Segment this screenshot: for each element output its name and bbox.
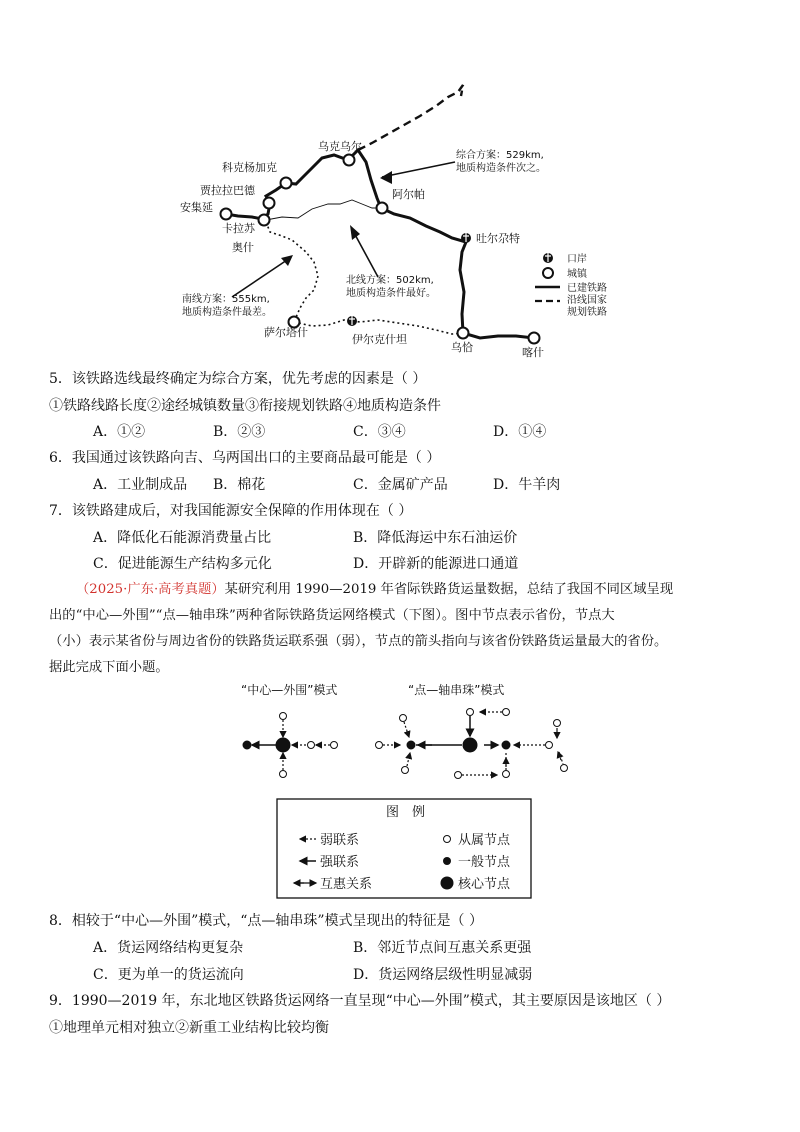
q5-option-d[interactable]: D．①④ bbox=[493, 424, 547, 440]
legend-planned-label-2: 规划铁路 bbox=[567, 307, 607, 318]
q6-option-a[interactable]: A．工业制成品 bbox=[93, 477, 188, 493]
intro-line-1 bbox=[76, 579, 673, 601]
annotation-combined: 综合方案：529km, bbox=[456, 150, 544, 161]
question-9-items: ①地理单元相对独立②新重工业结构比较均衡 bbox=[49, 1020, 329, 1036]
question-5-items: ①铁路线路长度②途经城镇数量③衔接规划铁路④地质构造条件 bbox=[49, 398, 441, 414]
q7-option-d[interactable]: D．开辟新的能源进口通道 bbox=[353, 556, 519, 572]
core-node bbox=[276, 738, 290, 752]
q6-option-c[interactable]: C．金属矿产品 bbox=[353, 477, 448, 493]
center-periphery-diagram bbox=[252, 720, 330, 770]
q6-option-d[interactable]: D．牛羊肉 bbox=[493, 477, 561, 493]
annotation-south-2: 地质构造条件最差。 bbox=[182, 307, 272, 318]
q8-option-b[interactable]: B．邻近节点间互惠关系更强 bbox=[353, 940, 532, 956]
label-tuergate: 吐尔尕特 bbox=[476, 232, 520, 245]
source-tag: （2025·广东·高考真题） bbox=[76, 582, 225, 597]
label-saergata: 萨尔塔什 bbox=[264, 326, 308, 339]
question-5-stem: 5．该铁路选线最终确定为综合方案，优先考虑的因素是（ ） bbox=[49, 371, 427, 387]
legend-core: 核心节点 bbox=[458, 877, 511, 892]
map-legend bbox=[535, 252, 607, 318]
q7-option-a[interactable]: A．降低化石能源消费量占比 bbox=[93, 530, 272, 546]
label-jialabad: 贾拉拉巴德 bbox=[200, 184, 255, 197]
label-wuqia: 乌恰 bbox=[451, 341, 473, 354]
q5-option-b[interactable]: B．②③ bbox=[213, 424, 266, 440]
question-9-stem: 9．1990—2019 年，东北地区铁路货运网络一直呈现“中心—外围”模式，其主要原因是该地区（ ） bbox=[49, 993, 671, 1009]
town-marker bbox=[344, 155, 355, 166]
network-legend bbox=[277, 799, 531, 898]
legend-weak: 弱联系 bbox=[320, 833, 360, 848]
label-aerpa: 阿尔帕 bbox=[392, 188, 425, 201]
intro-line-2: 出的“中心—外围”“点—轴串珠”两种省际铁路货运网络模式（下图）。图中节点表示省份，节点大 bbox=[49, 608, 615, 623]
label-kashi: 喀什 bbox=[522, 346, 544, 359]
question-8-stem: 8．相较于“中心—外围”模式，“点—轴串珠”模式呈现出的特征是（ ） bbox=[49, 913, 483, 929]
label-anjiyan: 安集延 bbox=[180, 201, 213, 214]
label-kekeyang: 科克杨加克 bbox=[222, 161, 277, 174]
railway-route-map bbox=[0, 0, 800, 360]
q7-option-c[interactable]: C．促进能源生产结构多元化 bbox=[93, 556, 272, 572]
q5-option-c[interactable]: C．③④ bbox=[353, 424, 406, 440]
q8-option-c[interactable]: C．更为单一的货运流向 bbox=[93, 967, 244, 983]
legend-strong: 强联系 bbox=[320, 855, 360, 870]
q6-option-b[interactable]: B．棉花 bbox=[213, 477, 266, 493]
network-model-figure bbox=[0, 680, 800, 900]
intro-text: 某研究利用 1990—2019 年省际铁路货运量数据，总结了我国不同区域呈现 bbox=[224, 582, 674, 597]
title-center-periphery: “中心—外围”模式 bbox=[241, 683, 338, 697]
legend-subordinate: 从属节点 bbox=[458, 833, 511, 848]
title-point-axis: “点—轴串珠”模式 bbox=[408, 683, 505, 697]
annotation-north-2: 地质构造条件最好。 bbox=[346, 288, 436, 299]
intro-line-3: （小）表示某省份与周边省份的铁路货运联系强（弱），节点的箭头指向与该省份铁路货运量最大的省份。 bbox=[49, 634, 668, 649]
legend-general: 一般节点 bbox=[458, 855, 511, 870]
q5-option-a[interactable]: A．①② bbox=[93, 424, 146, 440]
q8-option-a[interactable]: A．货运网络结构更复杂 bbox=[93, 940, 244, 956]
label-wukeqiaer: 乌克乌尔 bbox=[318, 140, 362, 153]
annotation-combined-2: 地质构造条件次之。 bbox=[456, 163, 546, 174]
question-6-stem: 6．我国通过该铁路向吉、乌两国出口的主要商品最可能是（ ） bbox=[49, 450, 441, 466]
label-aoshi: 奥什 bbox=[232, 241, 254, 254]
label-kalasu: 卡拉苏 bbox=[222, 222, 255, 235]
annotation-north: 北线方案：502km, bbox=[346, 275, 434, 286]
intro-line-4: 据此完成下面小题。 bbox=[49, 660, 169, 675]
legend-title: 图 例 bbox=[386, 805, 426, 820]
question-7-stem: 7．该铁路建成后，对我国能源安全保障的作用体现在（ ） bbox=[49, 503, 413, 519]
legend-mutual: 互惠关系 bbox=[320, 877, 373, 892]
annotation-south: 南线方案：555km, bbox=[182, 294, 270, 305]
legend-built-label: 已建铁路 bbox=[567, 283, 607, 294]
legend-planned-label-1: 沿线国家 bbox=[567, 295, 607, 306]
q8-option-d[interactable]: D．货运网络层级性明显减弱 bbox=[353, 967, 533, 983]
legend-town-label: 城镇 bbox=[567, 269, 587, 280]
label-yierkeshitan: 伊尔克什坦 bbox=[352, 333, 407, 346]
q7-option-b[interactable]: B．降低海运中东石油运价 bbox=[353, 530, 518, 546]
legend-port-label: 口岸 bbox=[567, 254, 587, 265]
general-node bbox=[243, 741, 251, 749]
